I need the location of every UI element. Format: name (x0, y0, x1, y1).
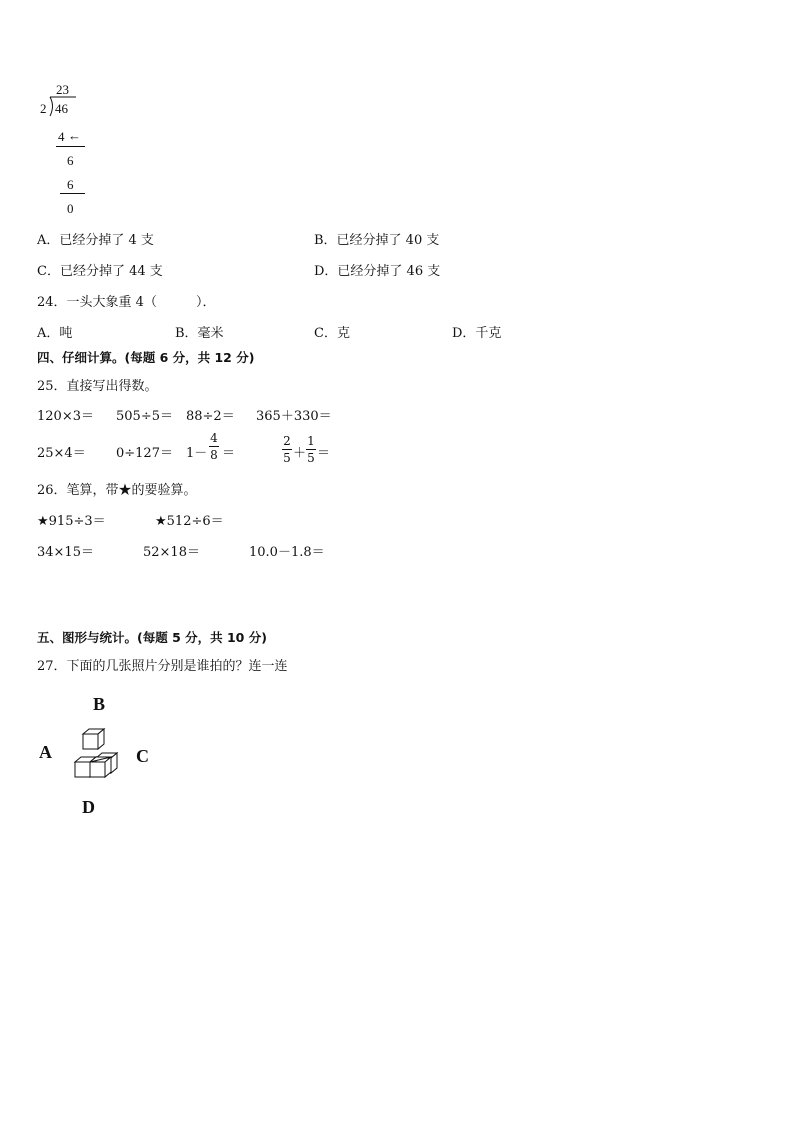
fraction-denominator: 5 (283, 451, 291, 465)
calc-item: 52×18＝ (143, 545, 200, 560)
fraction-bar (282, 449, 292, 450)
section4-title: 四、仔细计算。(每题 6 分，共 12 分) (37, 350, 255, 365)
section5-title: 五、图形与统计。(每题 5 分，共 10 分) (37, 630, 267, 645)
division-divisor: 2 (40, 101, 47, 116)
q23-option-a[interactable]: A．已经分掉了 4 支 (37, 233, 154, 248)
frac2-suffix: ＝ (317, 446, 331, 461)
label-b: B (93, 694, 106, 714)
division-step2: 6 (67, 153, 74, 168)
calc-item: 0÷127＝ (116, 446, 173, 461)
q24-option-b[interactable]: B．毫米 (175, 326, 224, 341)
division-arrow: ← (68, 128, 81, 143)
calc-item: 505÷5＝ (116, 409, 173, 424)
q25-stem: 25．直接写出得数。 (37, 379, 158, 394)
calc-item: 34×15＝ (37, 545, 94, 560)
fraction-2-5 (282, 434, 292, 465)
calc-item: ★512÷6＝ (155, 514, 224, 529)
q24-option-a[interactable]: A．吨 (37, 326, 73, 341)
q23-option-b[interactable]: B．已经分掉了 40 支 (314, 233, 440, 248)
division-remainder: 0 (67, 201, 74, 216)
q24-option-c[interactable]: C．克 (314, 326, 350, 341)
division-step3: 6 (67, 177, 74, 192)
fraction-bar (209, 446, 219, 447)
q24-option-d[interactable]: D．千克 (452, 326, 502, 341)
fraction-4-8 (209, 431, 219, 462)
calc-item: 10.0－1.8＝ (249, 545, 325, 560)
frac1-suffix: ＝ (222, 446, 236, 461)
q24-stem: 24．一头大象重 4（ ）． (37, 295, 216, 310)
label-d: D (82, 797, 95, 817)
fraction-denominator: 8 (210, 448, 218, 462)
calc-item: 120×3＝ (37, 409, 94, 424)
division-step1: 4 (58, 129, 65, 144)
frac2-operator: ＋ (293, 446, 307, 461)
division-quotient: 23 (56, 82, 69, 97)
fraction-1-5 (306, 434, 316, 465)
label-c: C (136, 746, 149, 766)
fraction-numerator: 1 (307, 434, 315, 448)
division-line-2 (60, 193, 85, 194)
calc-item: ★915÷3＝ (37, 514, 106, 529)
q26-stem: 26．笔算，带★的要验算。 (37, 483, 197, 498)
label-a: A (39, 742, 52, 762)
fraction-bar (306, 449, 316, 450)
calc-item: 25×4＝ (37, 446, 86, 461)
calc-item: 88÷2＝ (186, 409, 235, 424)
division-line-1 (56, 146, 85, 147)
fraction-denominator: 5 (307, 451, 315, 465)
division-dividend: 46 (55, 101, 68, 116)
q23-option-c[interactable]: C．已经分掉了 44 支 (37, 264, 163, 279)
q23-option-d[interactable]: D．已经分掉了 46 支 (314, 264, 441, 279)
fraction-numerator: 2 (283, 434, 291, 448)
q27-stem: 27．下面的几张照片分别是谁拍的？连一连 (37, 659, 288, 674)
cube-stack-figure (66, 725, 122, 785)
frac1-prefix: 1－ (186, 446, 208, 461)
fraction-numerator: 4 (210, 431, 218, 445)
calc-item: 365＋330＝ (256, 409, 332, 424)
